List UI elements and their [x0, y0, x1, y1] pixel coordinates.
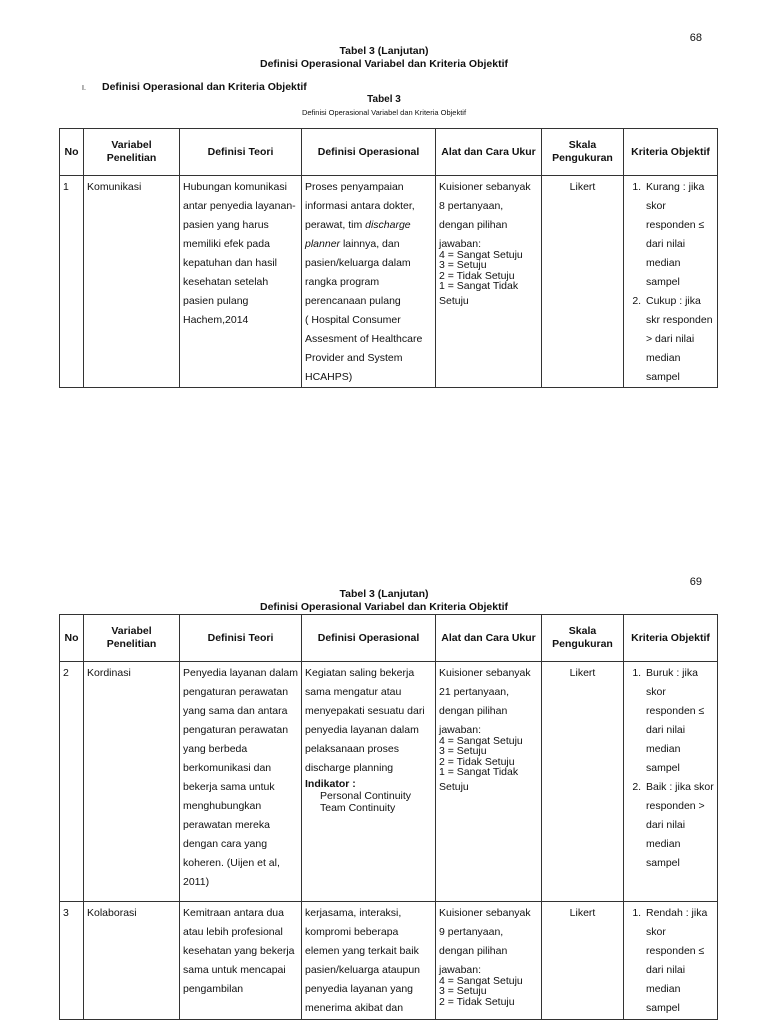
cell-no: 3 [60, 902, 84, 1020]
section-title: Definisi Operasional dan Kriteria Objektif [102, 81, 307, 93]
op-indicator-item: Personal Continuity [320, 790, 412, 802]
alat-opt1: 4 = Sangat Setuju [439, 248, 523, 261]
cell-kriteria [624, 176, 718, 388]
alat-intro: Kuisioner sebanyak 9 pertanyaan, dengan pilihan [439, 907, 531, 957]
continued-title [0, 588, 768, 614]
cell-operasional [302, 176, 436, 388]
header-skala: Skala Pengukuran [542, 615, 624, 662]
kriteria-item: 1. Buruk : jika skor responden ≤ dari nilai median sampel [644, 664, 714, 778]
alat-opt2: 3 = Setuju [439, 745, 487, 757]
cell-teori: Kemitraan antara dua atau lebih profesional kesehatan yang bekerja sama untuk mencapai pengambilan [180, 902, 302, 1020]
alat-jawaban: jawaban: [439, 238, 482, 250]
header-alat: Alat dan Cara Ukur [436, 615, 542, 662]
header-teori: Definisi Teori [180, 615, 302, 662]
table-row [60, 176, 718, 388]
cell-skala: Likert [542, 902, 624, 1020]
kriteria-item: 1. Kurang : jika skor responden ≤ dari nilai median sampel [644, 178, 714, 292]
header-variabel: Variabel Penelitian [84, 129, 180, 176]
alat-tail: Setuju [439, 780, 469, 793]
alat-opt4: 1 = Sangat Tidak [439, 766, 519, 778]
kriteria-list [627, 904, 714, 1018]
table-row [60, 902, 718, 1020]
op-indikator: Indikator : [305, 778, 356, 790]
cell-variabel: Kordinasi [84, 662, 180, 902]
header-alat: Alat dan Cara Ukur [436, 129, 542, 176]
table-title: Tabel 3 [367, 94, 401, 105]
cell-no: 2 [60, 662, 84, 902]
op-indicator-item: Team Continuity [320, 802, 396, 814]
table-row [60, 662, 718, 902]
page-number: 69 [689, 576, 702, 588]
title-line2: Definisi Operasional Variabel dan Kriteria Objektif [260, 601, 508, 613]
cell-alat [436, 662, 542, 902]
title-line1: Tabel 3 (Lanjutan) [339, 45, 429, 57]
header-teori: Definisi Teori [180, 129, 302, 176]
cell-variabel: Kolaborasi [84, 902, 180, 1020]
header-kriteria: Kriteria Objektif [624, 615, 718, 662]
cell-kriteria [624, 902, 718, 1020]
header-no: No [60, 129, 84, 176]
op-text-3: ( Hospital Consumer Assesment of Healthcare Provider and System HCAHPS) [305, 314, 423, 383]
kriteria-list [627, 178, 714, 387]
op-italic: discharge planner [305, 219, 411, 250]
alat-opt1: 4 = Sangat Setuju [439, 974, 523, 987]
cell-operasional: kerjasama, interaksi, kompromi beberapa elemen yang terkait baik pasien/keluarga ataupun penyedia layanan yang menerima akibat dan [302, 902, 436, 1020]
cell-kriteria [624, 662, 718, 902]
kriteria-list [627, 664, 714, 873]
cell-alat [436, 902, 542, 1020]
alat-jawaban: jawaban: [439, 724, 482, 736]
alat-opt3: 2 = Tidak Setuju [439, 269, 515, 282]
alat-opt1: 4 = Sangat Setuju [439, 734, 523, 747]
header-row [60, 615, 718, 662]
alat-opt2: 3 = Setuju [439, 259, 487, 271]
cell-teori: Penyedia layanan dalam pengaturan perawatan yang sama dan antara pengaturan perawatan yang berbeda berkomunikasi dan bekerja sama untuk menghubungkan perawatan mereka dengan cara yang koheren. (Uijen et al, 2011) [180, 662, 302, 902]
alat-intro: Kuisioner sebanyak 21 pertanyaan, dengan pilihan [439, 667, 531, 717]
cell-alat [436, 176, 542, 388]
alat-tail: Setuju [439, 294, 469, 307]
kriteria-item: 1. Rendah : jika skor responden ≤ dari nilai median sampel [644, 904, 714, 1018]
header-skala: Skala Pengukuran [542, 129, 624, 176]
alat-opt3: 2 = Tidak Setuju [439, 755, 515, 768]
definition-table-1 [59, 128, 718, 388]
alat-jawaban: jawaban: [439, 964, 482, 976]
op-text: Kegiatan saling bekerja sama mengatur atau menyepakati sesuatu dari penyedia layanan dalam pelaksanaan proses discharge planning [305, 667, 425, 774]
alat-opt3: 2 = Tidak Setuju [439, 995, 515, 1008]
cell-variabel: Komunikasi [84, 176, 180, 388]
header-operasional: Definisi Operasional [302, 129, 436, 176]
section-heading [82, 81, 307, 93]
op-text-2: lainnya, dan pasien/keluarga dalam rangka program perencanaan pulang [305, 238, 411, 307]
cell-no: 1 [60, 176, 84, 388]
continued-title [0, 45, 768, 71]
cell-teori: Hubungan komunikasi antar penyedia layanan- pasien yang harus memiliki efek pada kepatuhan dan hasil kesehatan setelah pasien pulang Hachem,2014 [180, 176, 302, 388]
kriteria-item: 2. Cukup : jika skr responden > dari nilai median sampel [644, 292, 714, 387]
header-no: No [60, 615, 84, 662]
title-line2: Definisi Operasional Variabel dan Kriteria Objektif [260, 58, 508, 70]
header-operasional: Definisi Operasional [302, 615, 436, 662]
header-kriteria: Kriteria Objektif [624, 129, 718, 176]
title-line1: Tabel 3 (Lanjutan) [339, 588, 429, 600]
header-variabel: Variabel Penelitian [84, 615, 180, 662]
header-row [60, 129, 718, 176]
alat-opt4: 1 = Sangat Tidak [439, 280, 519, 292]
table-subtitle: Definisi Operasional Variabel dan Kriteria Objektif [301, 108, 467, 117]
definition-table-2 [59, 614, 718, 1020]
alat-intro: Kuisioner sebanyak 8 pertanyaan, dengan pilihan [439, 181, 531, 231]
page-number: 68 [689, 32, 702, 44]
alat-opt2: 3 = Setuju [439, 985, 487, 997]
kriteria-item: 2. Baik : jika skor responden > dari nilai median sampel [644, 778, 714, 873]
section-roman: I. [82, 85, 86, 92]
cell-operasional [302, 662, 436, 902]
cell-skala: Likert [542, 176, 624, 388]
cell-skala: Likert [542, 662, 624, 902]
op-text-1: Proses penyampaian informasi antara dokter, perawat, tim [305, 181, 415, 231]
